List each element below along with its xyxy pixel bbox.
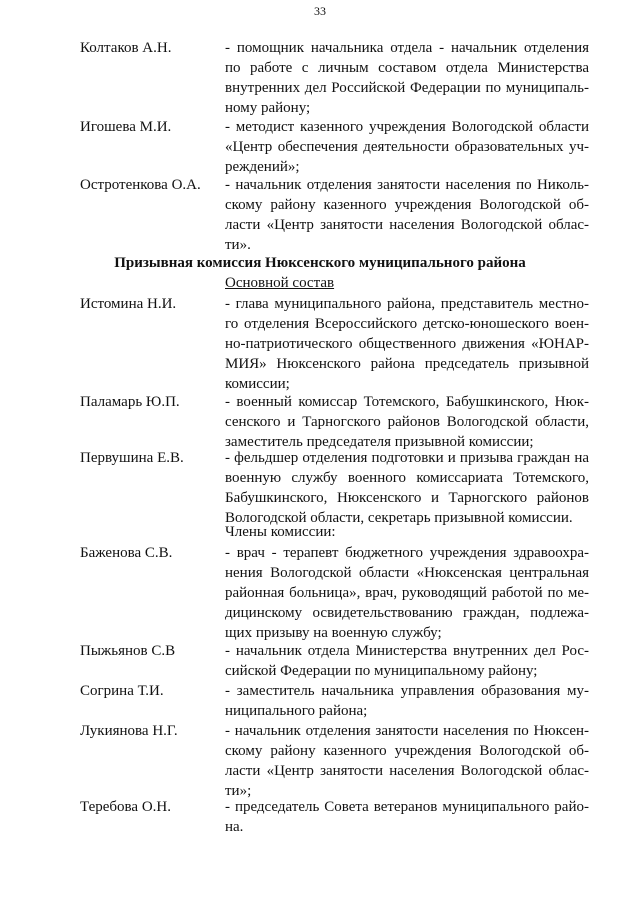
position-line: ниципального района;: [225, 703, 368, 719]
position-line: - врач - терапевт бюджетного учреждения здравоохра-: [225, 545, 589, 561]
position-line: реждений»;: [225, 159, 300, 175]
person-name: Остротенкова О.А.: [80, 177, 201, 193]
person-position: [225, 641, 589, 681]
position-line: районная больница», врач, руководящий работой по ме-: [225, 585, 589, 601]
person-position: [225, 797, 589, 837]
position-line: щих призыву на военную службу;: [225, 625, 442, 641]
person-name: Истомина Н.И.: [80, 296, 177, 312]
person-name: Пыжьянов С.В: [80, 643, 176, 659]
section-subtitle: Основной состав: [225, 275, 335, 291]
person-name: Колтаков А.Н.: [80, 40, 172, 56]
members-label: Члены комиссии:: [225, 524, 336, 540]
person-name: Баженова С.В.: [80, 545, 173, 561]
position-line: дицинскому освидетельствованию граждан, подлежа-: [225, 605, 589, 621]
position-line: нения Вологодской области «Нюксенская центральная: [225, 565, 589, 581]
person-name: Теребова О.Н.: [80, 799, 171, 815]
position-line: - начальник отдела Министерства внутренних дел Рос-: [225, 643, 589, 659]
person-name: Первушина Е.В.: [80, 450, 184, 466]
person-name: Согрина Т.И.: [80, 683, 164, 699]
position-line: внутренних дел Российской Федерации по муниципаль-: [225, 80, 589, 96]
position-line: по работе с личным составом отдела Министерства: [225, 60, 589, 76]
position-line: - заместитель начальника управления образования му-: [225, 683, 589, 699]
position-line: «Центр обеспечения деятельности образовательных уч-: [225, 139, 589, 155]
position-line: - фельдшер отделения подготовки и призыва граждан на: [225, 450, 589, 466]
position-line: скому району казенного учреждения Вологодской об-: [225, 197, 589, 213]
position-line: Вологодской области, секретарь призывной комиссии.: [225, 510, 573, 526]
person-position: [225, 721, 589, 801]
position-line: - председатель Совета ветеранов муниципального райо-: [225, 799, 589, 815]
person-position: [225, 294, 589, 394]
position-line: - начальник отделения занятости населения по Нюксен-: [225, 723, 589, 739]
person-name: Игошева М.И.: [80, 119, 172, 135]
position-line: - методист казенного учреждения Вологодской области: [225, 119, 589, 135]
position-line: заместитель председателя призывной комиссии;: [225, 434, 534, 450]
position-line: - помощник начальника отдела - начальник отделения: [225, 40, 589, 56]
person-position: [225, 175, 589, 255]
person-position: [225, 392, 589, 452]
position-line: ласти «Центр занятости населения Вологодской облас-: [225, 217, 589, 233]
person-position: [225, 681, 589, 721]
position-line: сийской Федерации по муниципальному району;: [225, 663, 538, 679]
position-line: - начальник отделения занятости населения по Николь-: [225, 177, 589, 193]
position-line: - глава муниципального района, представитель местно-: [225, 296, 589, 312]
position-line: Бабушкинского, Нюксенского и Тарногского районов: [225, 490, 589, 506]
position-line: скому району казенного учреждения Вологодской об-: [225, 743, 589, 759]
position-line: военную службу военного комиссариата Тотемского,: [225, 470, 589, 486]
person-position: [225, 38, 589, 118]
position-line: ному району;: [225, 100, 311, 116]
position-line: МИЯ» Нюксенского района председатель призывной: [225, 356, 589, 372]
position-line: - военный комиссар Тотемского, Бабушкинского, Нюк-: [225, 394, 589, 410]
position-line: сенского и Тарногского районов Вологодской области,: [225, 414, 589, 430]
person-name: Лукиянова Н.Г.: [80, 723, 178, 739]
person-position: [225, 448, 589, 528]
position-line: комиссии;: [225, 376, 290, 392]
person-position: [225, 543, 589, 643]
position-line: на.: [225, 819, 244, 835]
person-name: Паламарь Ю.П.: [80, 394, 180, 410]
position-line: ласти «Центр занятости населения Вологодской облас-: [225, 763, 589, 779]
position-line: ти»;: [225, 783, 252, 799]
position-line: ти».: [225, 237, 251, 253]
person-position: [225, 117, 589, 177]
section-title: Призывная комиссия Нюксенского муниципального района: [114, 255, 526, 271]
position-line: го отделения Всероссийского детско-юношеского воен-: [225, 316, 589, 332]
position-line: но-патриотического общественного движения «ЮНАР-: [225, 336, 589, 352]
page-number: 33: [314, 4, 326, 18]
